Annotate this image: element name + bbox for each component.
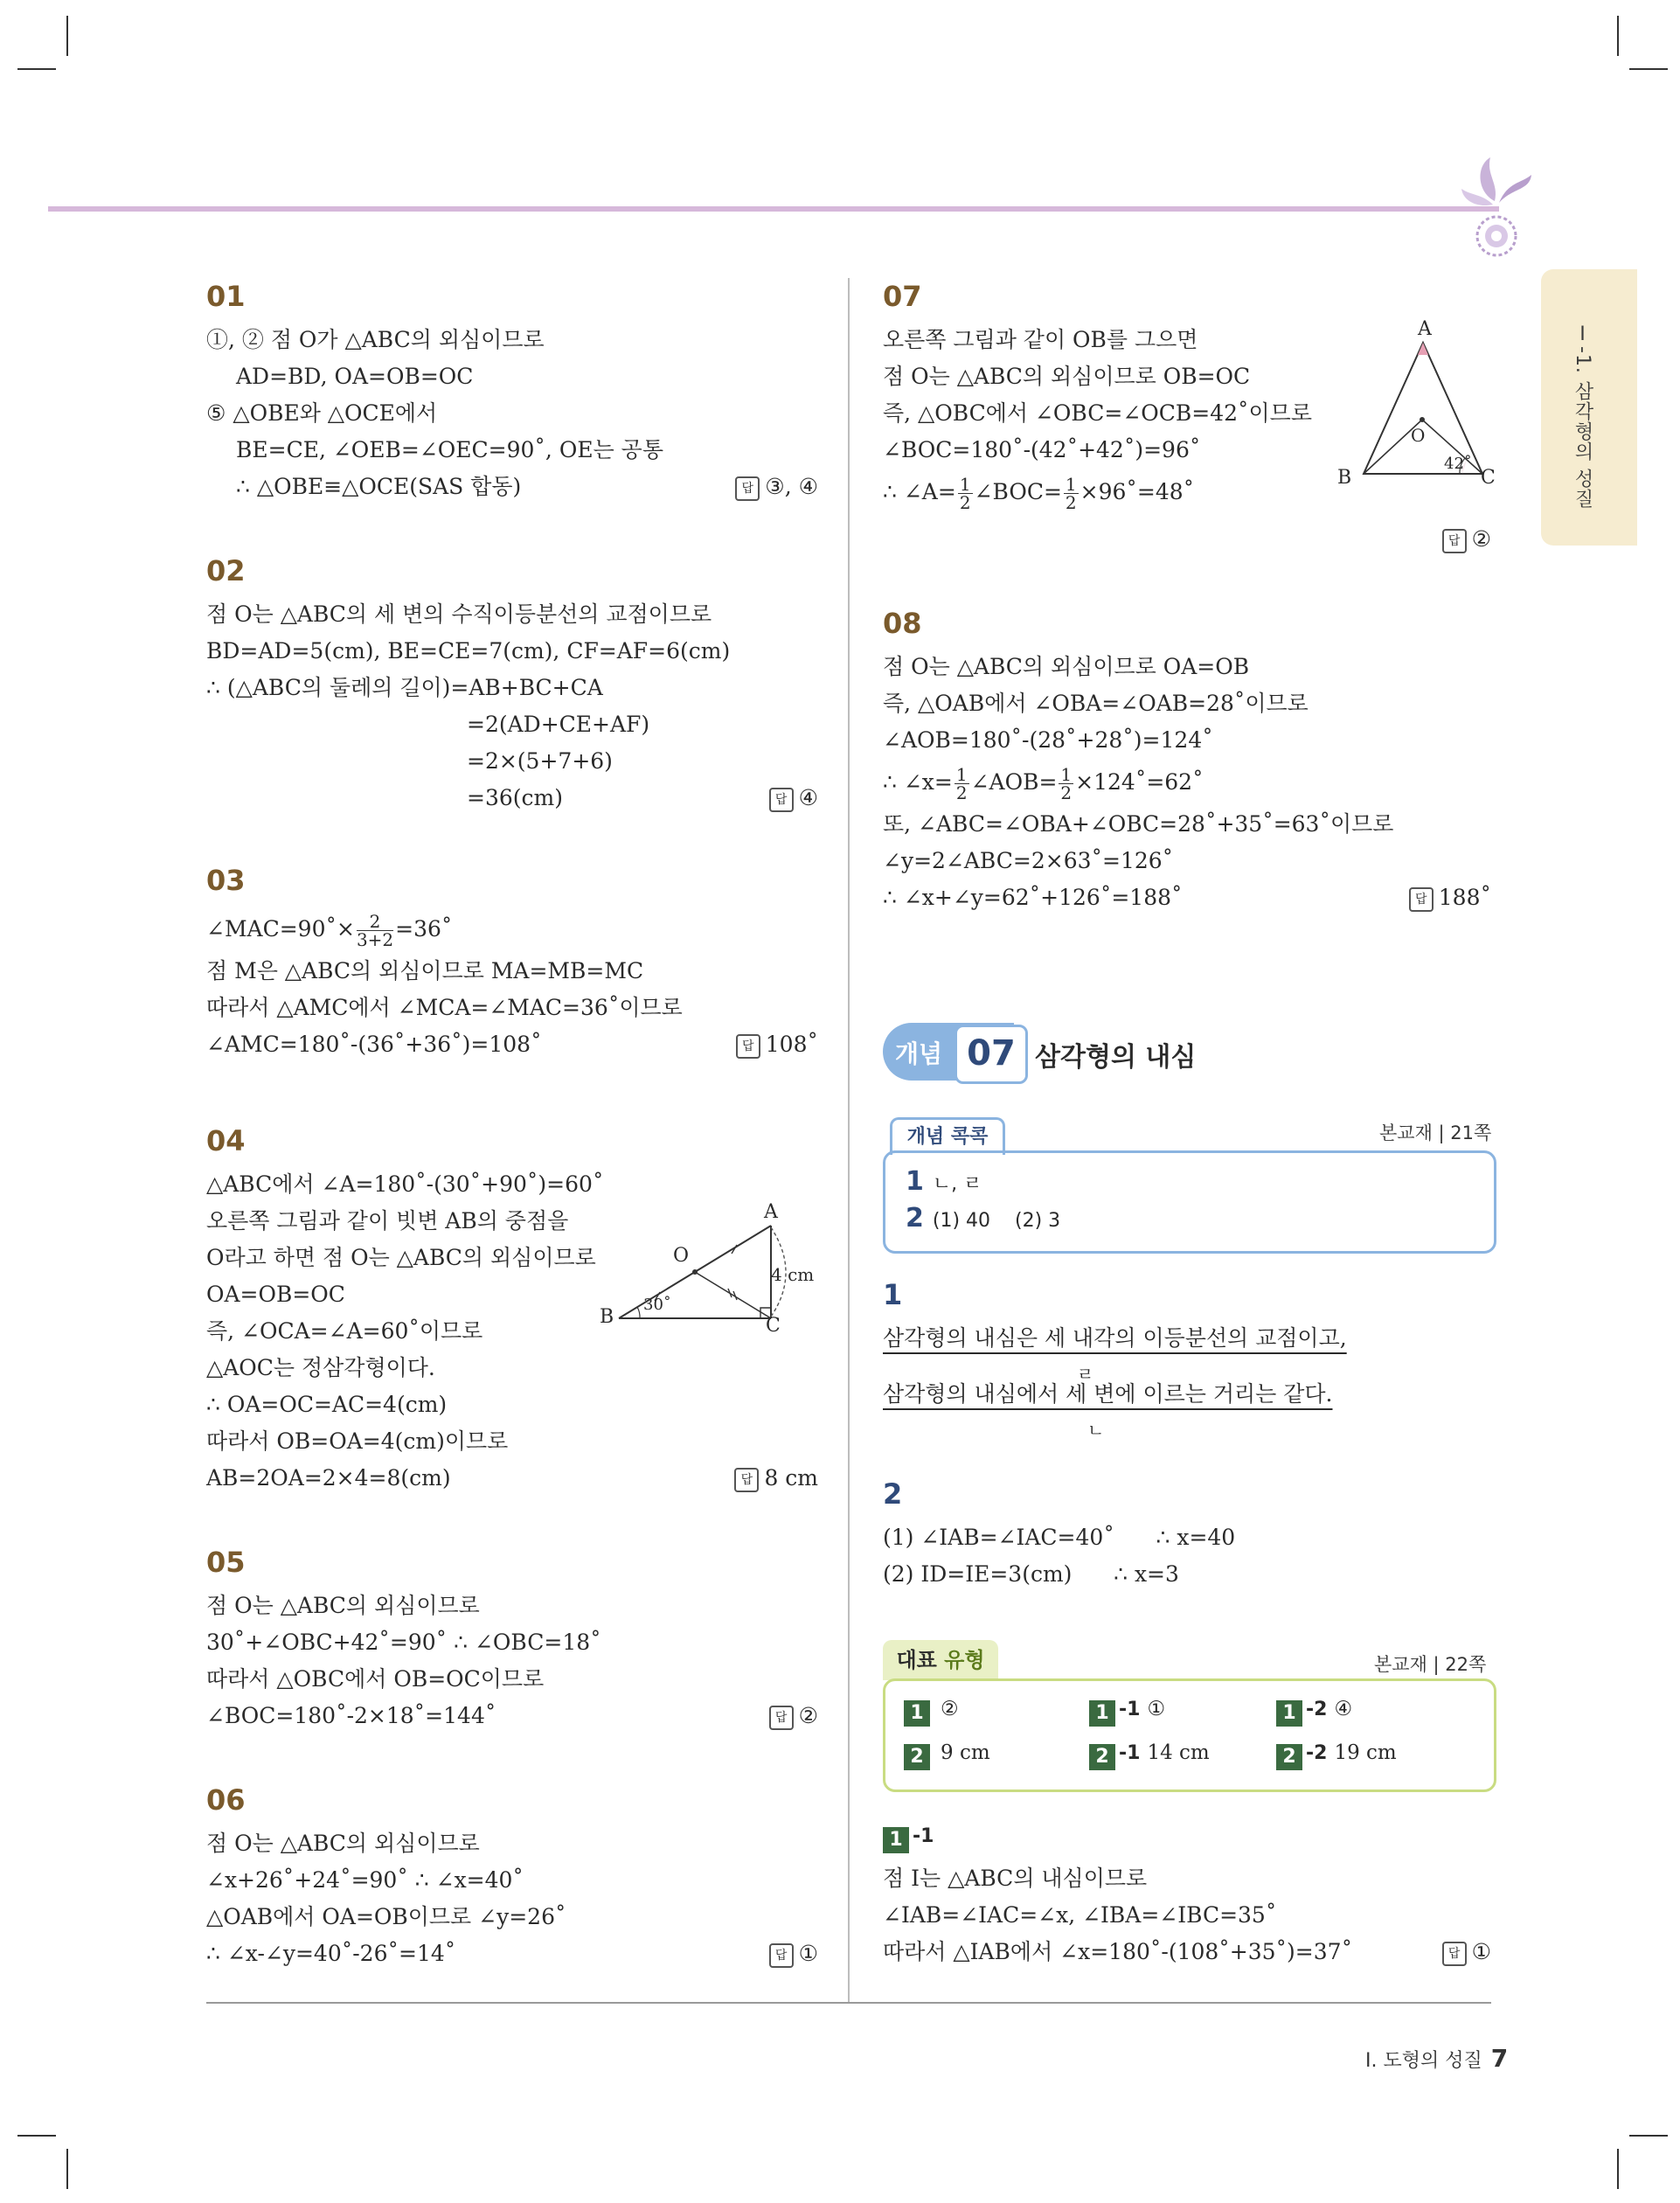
tab-label-accent: 유형 bbox=[944, 1648, 985, 1672]
solution-line: 점 O는 △ABC의 외심이므로 OA=OB bbox=[883, 654, 1250, 679]
figure-label: C bbox=[1481, 467, 1496, 489]
figure-label: 4 cm bbox=[771, 1264, 815, 1285]
fraction-denominator: 2 bbox=[959, 492, 971, 513]
figure-label: B bbox=[600, 1306, 614, 1328]
fraction-denominator: 2 bbox=[1065, 492, 1077, 513]
answer-mark-icon: 답 bbox=[734, 1468, 759, 1492]
expression-text: ×124˚=62˚ bbox=[1075, 769, 1204, 795]
fraction bbox=[1064, 476, 1079, 511]
problem-number: 02 bbox=[206, 554, 246, 587]
solution-line: ∠AOB=180˚-(28˚+28˚)=124˚ bbox=[883, 727, 1213, 753]
row-answer: (1) 40 (2) 3 bbox=[932, 1210, 1061, 1232]
fraction bbox=[357, 913, 393, 949]
type-suffix: -1 bbox=[1119, 1742, 1141, 1764]
flower-ornament bbox=[1451, 140, 1538, 262]
fraction-denominator: 3+2 bbox=[356, 929, 394, 950]
type-box: 2 bbox=[1276, 1744, 1302, 1770]
expression-text: ×96˚=48˚ bbox=[1080, 479, 1195, 504]
problem-number: 05 bbox=[206, 1546, 246, 1579]
solution-line: O라고 하면 점 O는 △ABC의 외심이므로 bbox=[206, 1245, 596, 1270]
solution-line: ∴ ∠x+∠y=62˚+126˚=188˚ bbox=[883, 885, 1183, 910]
solution-line: 따라서 △AMC에서 ∠MCA=∠MAC=36˚이므로 bbox=[206, 995, 683, 1020]
rep-value: 14 cm bbox=[1147, 1741, 1210, 1764]
solution-line: BD=AD=5(cm), BE=CE=7(cm), CF=AF=6(cm) bbox=[206, 638, 731, 664]
type-box: 1 bbox=[1089, 1700, 1115, 1727]
answer-mark-icon: 답 bbox=[769, 788, 794, 812]
answer bbox=[769, 780, 818, 817]
solution-line: ①, ② 점 O가 △ABC의 외심이므로 bbox=[206, 327, 545, 352]
problem-05 bbox=[206, 1544, 818, 1734]
type-box: 1 bbox=[904, 1700, 930, 1727]
solution-line: ⑤ △OBE와 △OCE에서 bbox=[206, 400, 438, 426]
answer-mark-icon: 답 bbox=[1442, 1942, 1467, 1966]
solution-line: ∴ (△ABC의 둘레의 길이)=AB+BC+CA bbox=[206, 675, 603, 700]
crop-mark bbox=[1629, 68, 1668, 70]
solution-line: ∴ △OBE≡△OCE(SAS 합동) bbox=[236, 474, 522, 499]
bottom-rule bbox=[206, 2002, 1491, 2004]
fraction-numerator: 2 bbox=[357, 913, 393, 931]
problem-number: 06 bbox=[206, 1783, 246, 1817]
solution-line: 점 M은 △ABC의 외심이므로 MA=MB=MC bbox=[206, 958, 644, 983]
expression-text: ∠AOB= bbox=[970, 769, 1058, 795]
expression-text: ∴ ∠x= bbox=[883, 769, 953, 795]
solution-line: ∠x+26˚+24˚=90˚ ∴ ∠x=40˚ bbox=[206, 1867, 524, 1893]
rep-answer bbox=[904, 1698, 959, 1727]
rep-value: ④ bbox=[1334, 1698, 1353, 1720]
figure-label: O bbox=[1411, 425, 1426, 446]
underline-mark: ㄴ bbox=[1087, 1420, 1105, 1441]
answer-value: ④ bbox=[798, 785, 818, 810]
solution-line: 오른쪽 그림과 같이 OB를 그으면 bbox=[883, 327, 1198, 352]
answer bbox=[769, 1935, 818, 1972]
answer-mark-icon: 답 bbox=[1409, 887, 1434, 912]
answer-mark-icon: 답 bbox=[1442, 529, 1467, 553]
question-number: 1 bbox=[883, 1278, 903, 1311]
type-box: 2 bbox=[904, 1744, 930, 1770]
solution-line: 따라서 OB=OA=4(cm)이므로 bbox=[206, 1428, 509, 1454]
figure-label: C bbox=[766, 1315, 781, 1337]
answer-value: 8 cm bbox=[764, 1465, 818, 1491]
kokkok-row bbox=[906, 1203, 1060, 1234]
expression-text: ∠MAC=90˚× bbox=[206, 916, 355, 942]
figure-label: 42˚ bbox=[1444, 455, 1472, 473]
question-2 bbox=[883, 1476, 1491, 1593]
solution-line: ∠BOC=180˚-2×18˚=144˚ bbox=[206, 1703, 496, 1728]
solution-line: 삼각형의 내심에서 세 변에 이르는 거리는 같다. bbox=[883, 1381, 1333, 1407]
kokkok-row bbox=[906, 1166, 982, 1197]
solution-line: AB=2OA=2×4=8(cm) bbox=[206, 1465, 451, 1491]
problem-number: 01 bbox=[206, 280, 246, 313]
underline-mark: ㄹ bbox=[1077, 1364, 1094, 1385]
solution-heading bbox=[883, 1817, 1491, 1853]
solution-line: (1) ∠IAB=∠IAC=40˚ ∴ x=40 bbox=[883, 1525, 1236, 1550]
solution-line: 점 O는 △ABC의 외심이므로 bbox=[206, 1593, 480, 1618]
fraction-numerator: 1 bbox=[1060, 764, 1073, 785]
solution-line: 오른쪽 그림과 같이 빗변 AB의 중점을 bbox=[206, 1208, 569, 1234]
crop-mark bbox=[1617, 16, 1619, 56]
expression-text: ∴ ∠A= bbox=[883, 479, 956, 504]
solution-line: 따라서 △IAB에서 ∠x=180˚-(108˚+35˚)=37˚ bbox=[883, 1939, 1353, 1964]
rep-answer bbox=[1276, 1698, 1352, 1727]
answer bbox=[735, 469, 818, 505]
fraction-denominator: 2 bbox=[955, 782, 968, 803]
answer-mark-icon: 답 bbox=[735, 476, 760, 501]
fraction bbox=[955, 766, 969, 802]
fraction bbox=[1059, 766, 1073, 802]
solution-line: 점 O는 △ABC의 외심이므로 OB=OC bbox=[883, 364, 1251, 389]
page-footer bbox=[1365, 2044, 1508, 2073]
concept-title: 삼각형의 내심 bbox=[1035, 1042, 1197, 1073]
header-rule bbox=[48, 206, 1499, 212]
type-suffix: -1 bbox=[913, 1825, 934, 1847]
solution-line: ∠BOC=180˚-(42˚+42˚)=96˚ bbox=[883, 437, 1201, 462]
figure-label: B bbox=[1337, 467, 1352, 489]
figure-label: A bbox=[1418, 318, 1432, 340]
expression-text: =36˚ bbox=[395, 916, 453, 942]
answer-value: ③, ④ bbox=[765, 474, 818, 499]
problem-08 bbox=[883, 605, 1491, 916]
solution-line: △AOC는 정삼각형이다. bbox=[206, 1355, 435, 1380]
problem-06 bbox=[206, 1782, 818, 1972]
fraction-denominator: 2 bbox=[1060, 782, 1073, 803]
rep-value: ① bbox=[1147, 1698, 1166, 1720]
answer-value: ② bbox=[798, 1703, 818, 1728]
solution-1-1 bbox=[883, 1817, 1491, 1970]
rep-answer bbox=[1089, 1741, 1210, 1770]
solution-line: AD=BD, OA=OB=OC bbox=[236, 364, 474, 389]
rep-answer bbox=[1089, 1698, 1165, 1727]
figure-label: A bbox=[764, 1201, 778, 1223]
crop-mark bbox=[17, 68, 56, 70]
answer bbox=[734, 1460, 818, 1497]
answer-value: ② bbox=[1471, 526, 1491, 552]
figure-label: 30˚ bbox=[643, 1296, 671, 1314]
rep-value: 9 cm bbox=[941, 1741, 990, 1764]
answer bbox=[769, 1698, 818, 1734]
solution-line: ∠AMC=180˚-(36˚+36˚)=108˚ bbox=[206, 1032, 542, 1057]
problem-01 bbox=[206, 278, 818, 505]
solution-line: 점 I는 △ABC의 내심이므로 bbox=[883, 1866, 1148, 1891]
answer bbox=[736, 1026, 818, 1063]
type-suffix: -2 bbox=[1306, 1699, 1328, 1720]
answer-value: ① bbox=[798, 1941, 818, 1966]
solution-line: 점 O는 △ABC의 세 변의 수직이등분선의 교점이므로 bbox=[206, 601, 712, 627]
solution-line: 즉, △OAB에서 ∠OBA=∠OAB=28˚이므로 bbox=[883, 691, 1309, 716]
type-suffix: -2 bbox=[1306, 1742, 1328, 1764]
figure-label: O bbox=[673, 1245, 690, 1267]
answer bbox=[1409, 879, 1491, 916]
solution-line: 즉, ∠OCA=∠A=60˚이므로 bbox=[206, 1318, 483, 1344]
solution-line: △OAB에서 OA=OB이므로 ∠y=26˚ bbox=[206, 1904, 566, 1929]
answer-mark-icon: 답 bbox=[736, 1034, 760, 1059]
footer-chapter: Ⅰ. 도형의 성질 bbox=[1365, 2050, 1482, 2072]
solution-line: ∴ ∠x-∠y=40˚-26˚=14˚ bbox=[206, 1941, 456, 1966]
solution-line: ∴ OA=OC=AC=4(cm) bbox=[206, 1392, 448, 1417]
solution-line: =2×(5+7+6) bbox=[467, 748, 613, 774]
solution-line: ∠IAB=∠IAC=∠x, ∠IBA=∠IBC=35˚ bbox=[883, 1902, 1277, 1928]
solution-line: 또, ∠ABC=∠OBA+∠OBC=28˚+35˚=63˚이므로 bbox=[883, 811, 1394, 837]
column-divider bbox=[848, 278, 850, 2002]
chapter-side-tab-label: Ⅰ-1. 삼각형의 성질 bbox=[1572, 323, 1593, 509]
expression-text: ∠BOC= bbox=[974, 479, 1062, 504]
crop-mark bbox=[1629, 2135, 1668, 2137]
rep-value: ② bbox=[941, 1698, 959, 1720]
solution-line: OA=OB=OC bbox=[206, 1282, 345, 1307]
solution-line: =2(AD+CE+AF) bbox=[467, 712, 650, 737]
crop-mark bbox=[66, 16, 68, 56]
row-number: 1 bbox=[906, 1166, 924, 1197]
representative-box bbox=[883, 1678, 1496, 1792]
solution-line: 30˚+∠OBC+42˚=90˚ ∴ ∠OBC=18˚ bbox=[206, 1630, 601, 1655]
rep-answer bbox=[1276, 1741, 1397, 1770]
textbook-page-ref: 본교재 | 21쪽 bbox=[1379, 1122, 1492, 1143]
problem-02 bbox=[206, 552, 818, 817]
problem-number: 07 bbox=[883, 280, 922, 313]
type-suffix: -1 bbox=[1119, 1699, 1141, 1720]
concept-label: 개념 bbox=[895, 1039, 943, 1068]
rep-value: 19 cm bbox=[1334, 1741, 1397, 1764]
fraction-numerator: 1 bbox=[1065, 474, 1077, 495]
concept-badge bbox=[883, 1023, 1014, 1081]
answer bbox=[1442, 1934, 1491, 1970]
type-box: 1 bbox=[1276, 1700, 1302, 1727]
crop-mark bbox=[1617, 2149, 1619, 2189]
rep-answer bbox=[904, 1741, 990, 1770]
solution-line: 즉, △OBC에서 ∠OBC=∠OCB=42˚이므로 bbox=[883, 400, 1312, 426]
problem-number: 08 bbox=[883, 607, 922, 640]
solution-line: BE=CE, ∠OEB=∠OEC=90˚, OE는 공통 bbox=[236, 437, 663, 462]
crop-mark bbox=[66, 2149, 68, 2189]
solution-line: 점 O는 △ABC의 외심이므로 bbox=[206, 1831, 480, 1856]
answer-value: 188˚ bbox=[1438, 885, 1491, 910]
crop-mark bbox=[17, 2135, 56, 2137]
chapter-side-tab[interactable] bbox=[1541, 269, 1637, 546]
kokkok-tab: 개념 콕콕 bbox=[890, 1117, 1005, 1155]
solution-line bbox=[883, 759, 1491, 806]
type-box: 1 bbox=[883, 1827, 909, 1853]
solution-line: △ABC에서 ∠A=180˚-(30˚+90˚)=60˚ bbox=[206, 1171, 604, 1197]
question-number: 2 bbox=[883, 1477, 903, 1511]
solution-line: ∠y=2∠ABC=2×63˚=126˚ bbox=[883, 848, 1174, 873]
answer bbox=[1442, 521, 1491, 558]
fraction bbox=[958, 476, 973, 511]
solution-line: 따라서 △OBC에서 OB=OC이므로 bbox=[206, 1666, 545, 1692]
solution-line: =36(cm) bbox=[467, 785, 563, 810]
representative-tab bbox=[883, 1640, 998, 1680]
answer-mark-icon: 답 bbox=[769, 1706, 794, 1730]
question-1 bbox=[883, 1276, 1491, 1441]
problem-number: 04 bbox=[206, 1124, 246, 1157]
type-box: 2 bbox=[1089, 1744, 1115, 1770]
tab-label: 대표 bbox=[896, 1648, 945, 1672]
solution-line: (2) ID=IE=3(cm) ∴ x=3 bbox=[883, 1561, 1179, 1587]
solution-line: 삼각형의 내심은 세 내각의 이등분선의 교점이고, bbox=[883, 1325, 1347, 1351]
concept-number: 07 bbox=[955, 1025, 1028, 1084]
row-number: 2 bbox=[906, 1203, 924, 1234]
fraction-numerator: 1 bbox=[955, 764, 968, 785]
row-answer: ㄴ, ㄹ bbox=[932, 1173, 982, 1195]
answer-mark-icon: 답 bbox=[769, 1943, 794, 1968]
page-number: 7 bbox=[1490, 2044, 1509, 2073]
answer-value: ① bbox=[1471, 1939, 1491, 1964]
solution-line bbox=[206, 906, 818, 953]
fraction-numerator: 1 bbox=[959, 474, 971, 495]
answer-value: 108˚ bbox=[765, 1032, 818, 1057]
problem-03 bbox=[206, 862, 818, 1063]
problem-number: 03 bbox=[206, 864, 246, 897]
textbook-page-ref: 본교재 | 22쪽 bbox=[1374, 1654, 1487, 1675]
